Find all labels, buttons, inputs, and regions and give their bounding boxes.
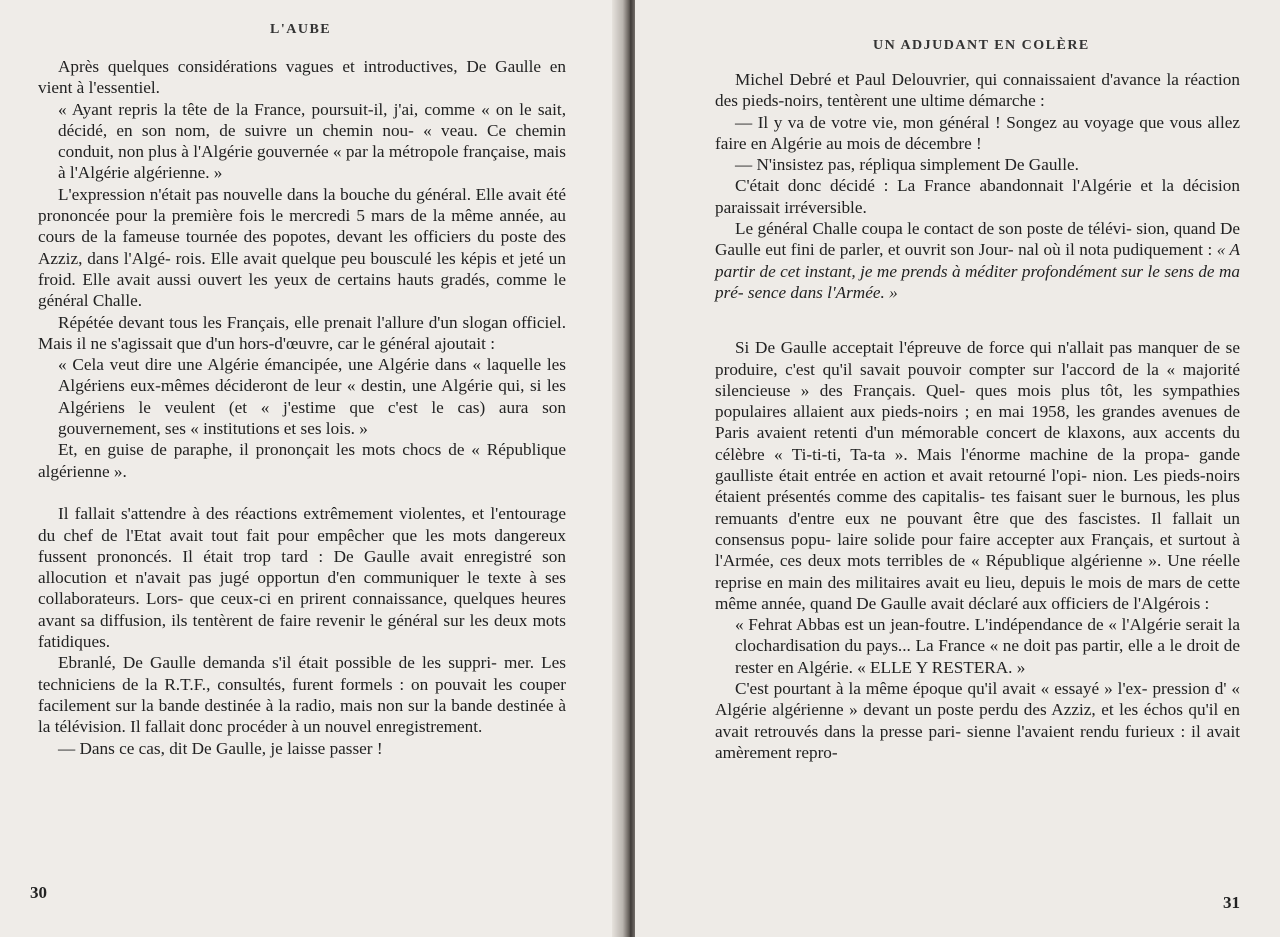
quotation: « Cela veut dire une Algérie émancipée, une Algérie dans « laquelle les Algériens eux-mêmes décideront de leur « destin, une Algérie qui, si les Algériens le veulent (et « j'estime que c'est le cas) aura son gouvernement, ses « institutions et ses lois. » — [58, 355, 566, 439]
running-header: UN ADJUDANT EN COLÈRE — [873, 38, 1090, 53]
paragraph: C'était donc décidé : La France abandonnait l'Algérie et la décision paraissait irréversible. — [715, 176, 1240, 217]
paragraph: Ebranlé, De Gaulle demanda s'il était possible de les suppri- mer. Les techniciens de la R.T.F., consultés, furent formels : on pouvait les couper facilement sur la bande destinée à la radio, mais non sur la bande destinée à la télévision. Il fallait donc procéder à un nouvel enregistrement. — [38, 653, 566, 737]
dialogue-line: — N'insistez pas, répliqua simplement De Gaulle. — [735, 155, 1079, 175]
page-number: 30 — [30, 883, 47, 902]
running-header: L'AUBE — [270, 22, 332, 37]
paragraph: Et, en guise de paraphe, il prononçait les mots chocs de « République algérienne ». — [38, 440, 566, 481]
page-body — [38, 56, 566, 759]
quotation: « Fehrat Abbas est un jean-foutre. L'indépendance de « l'Algérie serait la clochardisation du pays... La France « ne doit pas partir, elle a le droit de rester en Algérie. « ELLE Y RESTERA. » — [735, 615, 1240, 677]
paragraph: Après quelques considérations vagues et introductives, De Gaulle en vient à l'essentiel. — [38, 57, 566, 98]
quotation: « Ayant repris la tête de la France, poursuit-il, j'ai, comme « on le sait, décidé, en son nom, de suivre un chemin nou- « veau. Ce chemin conduit, non plus à l'Algérie gouvernée « par la métropole française, mais à l'Algérie algérienne. » — [58, 99, 566, 183]
page-number: 31 — [1223, 893, 1240, 912]
paragraph: Il fallait s'attendre à des réactions extrêmement violentes, et l'entourage du chef de l'Etat avait tout fait pour empêcher que les mots dangereux fussent prononcés. Il était trop tard : De Gaulle avait enregistré son allocution et n'avait pas jugé opportun d'en communiquer le texte à ses collaborateurs. Lors- que ceux-ci en prirent connaissance, quelques heures avant sa diffusion, ils tentèrent de faire revenir le général sur les deux mots fatidiques. — [38, 504, 566, 652]
paragraph: Répétée devant tous les Français, elle prenait l'allure d'un slogan officiel. Mais il ne s'agissait que d'un hors-d'œuvre, car le général ajoutait : — [38, 312, 566, 353]
paragraph: L'expression n'était pas nouvelle dans la bouche du général. Elle avait été prononcée pour la première fois le mercredi 5 mars de la même année, au cours de la fameuse tournée des popotes, devant les officiers du poste des Azziz, dans l'Algé- rois. Elle avait quelque peu bousculé les képis et jeté un froid. Elle avait aussi ouvert les yeux de certains hauts gradés, comme le général Challe. — [38, 184, 566, 311]
paragraph-text: Le général Challe coupa le contact de son poste de télévi- sion, quand De Gaulle eut fini de parler, et ouvrit son Jour- nal où il nota pudiquement : — [715, 219, 1240, 260]
journal-quote: « A partir de cet instant, je me prends à méditer profondément sur le sens de ma pré- sence dans l'Armée. » — [715, 240, 1240, 302]
paragraph: C'est pourtant à la même époque qu'il avait « essayé » l'ex- pression d' « Algérie algérienne » devant un poste perdu des Azziz, et les échos qu'il en avait retrouvés dans la presse pari- sienne l'avaient rendu furieux : il avait amèrement repro- — [715, 679, 1240, 762]
dialogue-line: — Il y va de votre vie, mon général ! Songez au voyage que vous allez faire en Algérie au mois de décembre ! — [715, 112, 1240, 153]
paragraph — [715, 218, 1240, 303]
paragraph: Si De Gaulle acceptait l'épreuve de force qui n'allait pas manquer de se produire, c'est qu'il savait pouvoir compter sur l'accord de la « majorité silencieuse » des Français. Quel- ques mois plus tôt, les sympathies populaires allaient aux pieds-noirs ; en mai 1958, les grandes avenues de Paris avaient retenti d'un mémorable concert de klaxons, aux accents du célèbre « Ti-ti-ti, Ta-ta ». Mais l'énorme machine de la propa- gande gaulliste était entrée en action et avait retourné l'opi- nion. Les pieds-noirs étaient présentés comme des capitalis- tes faisant suer le burnous, les plus remuants d'entre eux ne pouvant être que des fascistes. Il fallait un consensus popu- laire solide pour faire accepter aux Français, et surtout à l'Armée, ces deux mots terribles de « République algérienne ». Une réelle reprise en main des militaires avait eu lieu, depuis le mois de mars de cette même année, quand De Gaulle avait déclaré aux officiers de l'Algérois : — [715, 338, 1240, 613]
right-page — [635, 0, 1280, 937]
left-page — [0, 0, 625, 937]
page-body — [715, 69, 1240, 763]
dialogue-line: — Dans ce cas, dit De Gaulle, je laisse passer ! — [58, 738, 383, 758]
paragraph: Michel Debré et Paul Delouvrier, qui connaissaient d'avance la réaction des pieds-noirs, tentèrent une ultime démarche : — [715, 70, 1240, 111]
